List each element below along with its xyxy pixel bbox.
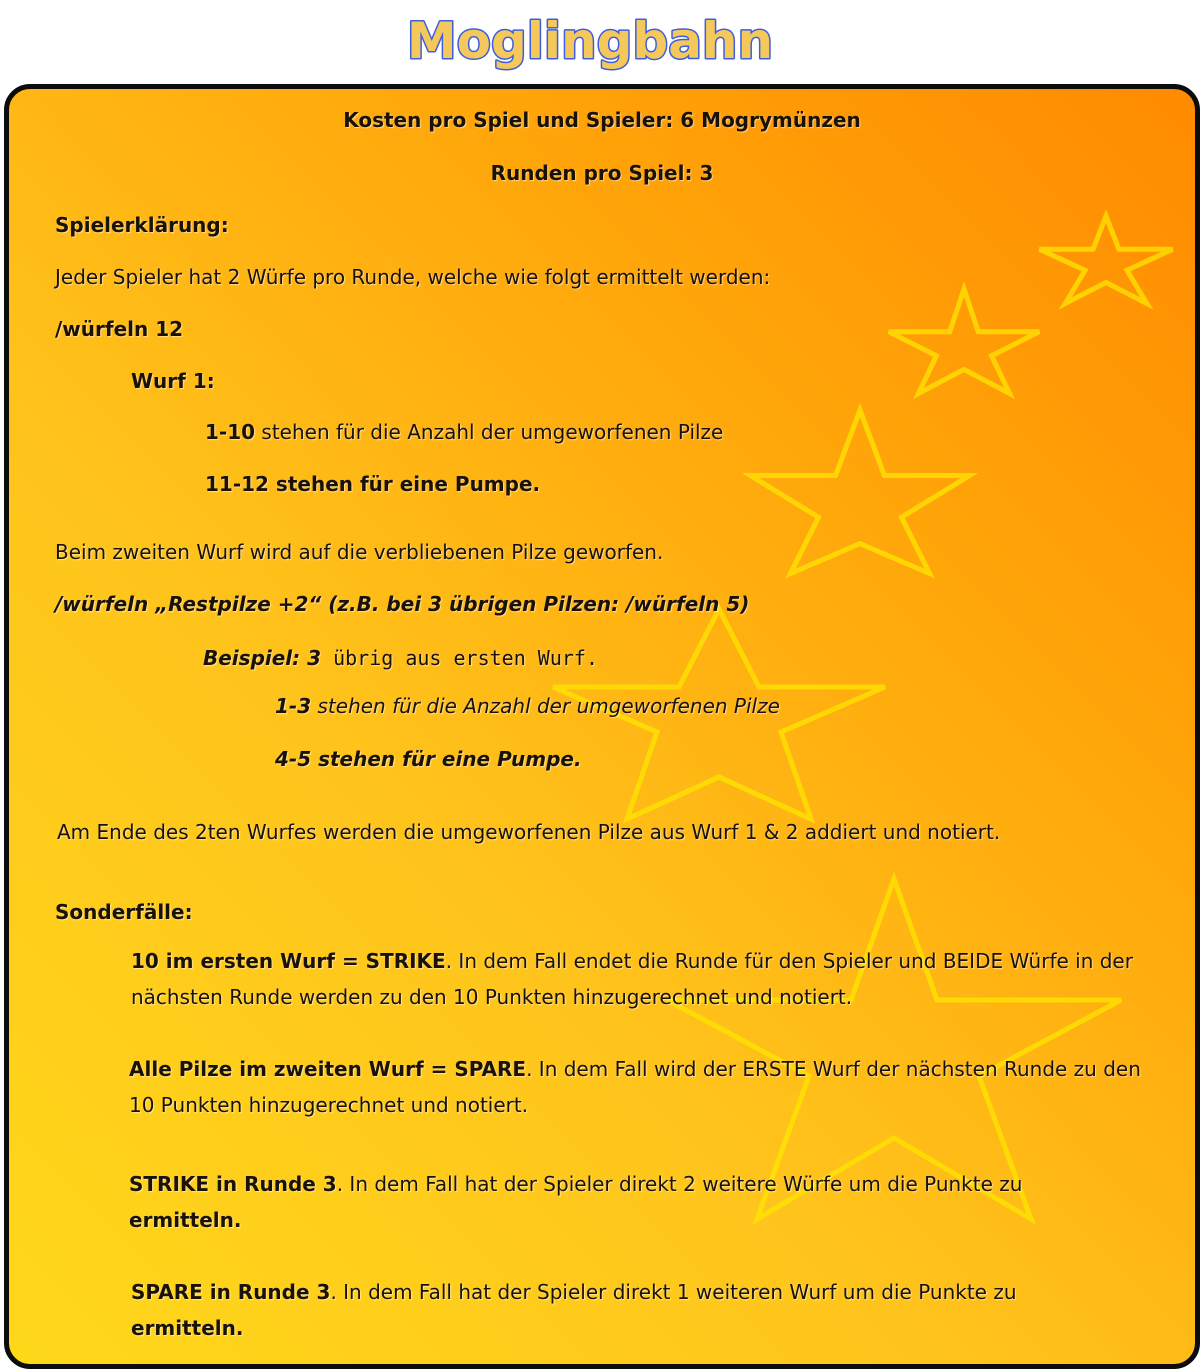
roll2-command: /würfeln „Restpilze +2“ (z.B. bei 3 übrigen Pilzen: /würfeln 5) (55, 592, 750, 616)
special-case-spare (129, 1051, 1149, 1123)
roll1-label: Wurf 1: (131, 369, 215, 393)
cost-info: Kosten pro Spiel und Spieler: 6 Mogrymünzen (343, 108, 861, 132)
special-case-label: SPARE in Runde 3 (131, 1280, 331, 1304)
special-case-text: . In dem Fall hat der Spieler direkt 2 weitere Würfe um die Punkte zu (336, 1172, 1023, 1196)
special-case-text: . In dem Fall wird der ERSTE Wurf der nächsten Runde zu den 10 Punkten hinzugerechnet und notiert. (129, 1057, 1141, 1117)
summary-text: Am Ende des 2ten Wurfes werden die umgeworfenen Pilze aus Wurf 1 & 2 addiert und notiert. (57, 820, 1001, 844)
explanation-heading: Spielerklärung: (55, 213, 229, 237)
star-icon (889, 289, 1040, 394)
roll1-range-b: 11-12 stehen für eine Pumpe. (205, 472, 541, 496)
special-case-strike (131, 943, 1151, 1015)
special-case-text: . In dem Fall hat der Spieler direkt 1 weiteren Wurf um die Punkte zu (330, 1280, 1017, 1304)
roll1-range-a-text: stehen für die Anzahl der umgeworfenen Pilze (255, 420, 724, 444)
roll2-example-text: übrig aus ersten Wurf. (321, 646, 598, 670)
title-text: Moglingbahn (406, 12, 774, 70)
special-case-spare-round3 (131, 1274, 1171, 1346)
special-case-tail: ermitteln. (131, 1316, 244, 1340)
special-case-text: . In dem Fall endet die Runde für den Spieler und BEIDE Würfe in der nächsten Runde werden zu den 10 Punkten hinzugerechnet und notiert. (131, 949, 1133, 1009)
rules-panel (4, 84, 1200, 1369)
roll1-range-a (205, 419, 723, 445)
rounds-info: Runden pro Spiel: 3 (490, 161, 714, 185)
special-case-label: 10 im ersten Wurf = STRIKE (131, 949, 446, 973)
roll2-range-a-text: stehen für die Anzahl der umgeworfenen Pilze (311, 694, 780, 718)
roll2-intro: Beim zweiten Wurf wird auf die verbliebenen Pilze geworfen. (55, 540, 664, 564)
star-icon (751, 410, 970, 574)
roll1-range-a-value: 1-10 (205, 420, 256, 444)
roll1-command: /würfeln 12 (55, 317, 184, 341)
page-title (0, 0, 1200, 80)
intro-text: Jeder Spieler hat 2 Würfe pro Runde, welche wie folgt ermittelt werden: (55, 265, 771, 289)
special-case-label: Alle Pilze im zweiten Wurf = SPARE (129, 1057, 527, 1081)
star-icon (1039, 216, 1172, 304)
roll2-example-label: Beispiel: 3 (203, 646, 322, 670)
roll2-range-b: 4-5 stehen für eine Pumpe. (275, 747, 582, 771)
roll2-range-a-value: 1-3 (275, 694, 312, 718)
special-case-strike-round3 (129, 1166, 1169, 1238)
roll2-range-a (275, 693, 780, 719)
special-case-tail: ermitteln. (129, 1208, 242, 1232)
special-heading: Sonderfälle: (55, 900, 193, 924)
roll2-example (203, 645, 598, 671)
special-case-label: STRIKE in Runde 3 (129, 1172, 337, 1196)
